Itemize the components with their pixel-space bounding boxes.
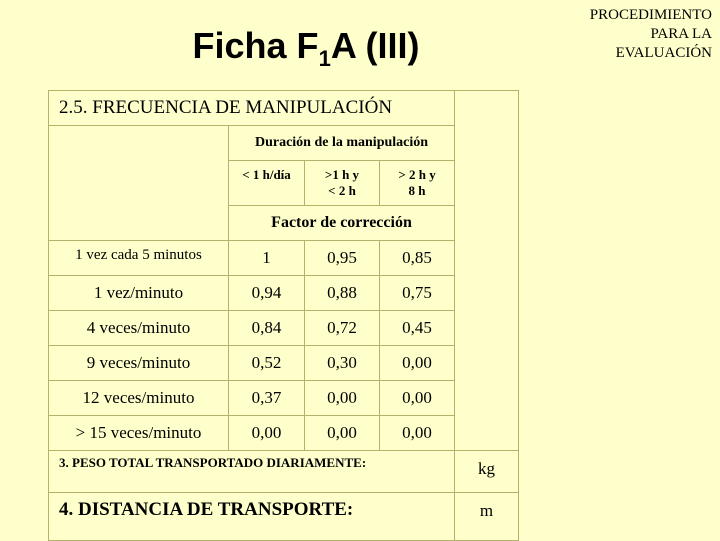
col-header-b (305, 161, 380, 206)
corner-line-1: PROCEDIMIENTO (589, 7, 712, 23)
row-label: 1 vez/minuto (49, 276, 229, 311)
value-cell: 0,00 (380, 416, 455, 451)
corner-line-3: EVALUACIÓN (615, 45, 712, 61)
value-cell: 0,00 (229, 416, 305, 451)
distancia-label: 4. DISTANCIA DE TRANSPORTE: (49, 493, 455, 541)
title-tail: A (III) (330, 25, 420, 66)
table-row (49, 311, 519, 346)
row-label: > 15 veces/minuto (49, 416, 229, 451)
col-header-c-line2: 8 h (408, 183, 426, 198)
duration-header-row (49, 126, 519, 161)
peso-label: 3. PESO TOTAL TRANSPORTADO DIARIAMENTE: (49, 451, 455, 493)
title-subscript: 1 (318, 46, 331, 71)
value-cell: 0,00 (305, 416, 380, 451)
value-cell: 1 (229, 241, 305, 276)
value-cell: 0,45 (380, 311, 455, 346)
table-row (49, 346, 519, 381)
value-cell: 0,75 (380, 276, 455, 311)
value-cell: 0,94 (229, 276, 305, 311)
value-cell: 0,00 (380, 381, 455, 416)
header-blank-cell (49, 126, 229, 241)
peso-unit: kg (455, 451, 519, 493)
value-cell: 0,95 (305, 241, 380, 276)
col-header-a-line1: < 1 h/día (242, 167, 291, 182)
distancia-unit: m (455, 493, 519, 541)
peso-row (49, 451, 519, 493)
row-label: 4 veces/minuto (49, 311, 229, 346)
evaluation-table (48, 90, 519, 541)
row-label: 1 vez cada 5 minutos (49, 241, 229, 276)
section-title-row (49, 91, 519, 126)
value-cell: 0,72 (305, 311, 380, 346)
col-header-a (229, 161, 305, 206)
table-row (49, 381, 519, 416)
col-header-b-line2: < 2 h (328, 183, 356, 198)
title-main: Ficha F (192, 25, 319, 66)
col-header-c (380, 161, 455, 206)
corner-line-2: PARA LA (650, 26, 712, 42)
table-row (49, 416, 519, 451)
col-header-c-line1: > 2 h y (398, 167, 436, 182)
row-label: 9 veces/minuto (49, 346, 229, 381)
value-cell: 0,52 (229, 346, 305, 381)
value-cell: 0,85 (380, 241, 455, 276)
row-label: 12 veces/minuto (49, 381, 229, 416)
distancia-row (49, 493, 519, 541)
col-header-b-line1: >1 h y (324, 167, 360, 182)
value-cell: 0,30 (305, 346, 380, 381)
table-row (49, 241, 519, 276)
page-title (0, 25, 612, 72)
value-cell: 0,00 (380, 346, 455, 381)
right-blank-column (455, 91, 519, 451)
value-cell: 0,37 (229, 381, 305, 416)
value-cell: 0,84 (229, 311, 305, 346)
section-title: 2.5. FRECUENCIA DE MANIPULACIÓN (49, 91, 455, 126)
table-row (49, 276, 519, 311)
value-cell: 0,00 (305, 381, 380, 416)
value-cell: 0,88 (305, 276, 380, 311)
correction-header: Factor de corrección (229, 206, 455, 241)
duration-header: Duración de la manipulación (229, 126, 455, 161)
